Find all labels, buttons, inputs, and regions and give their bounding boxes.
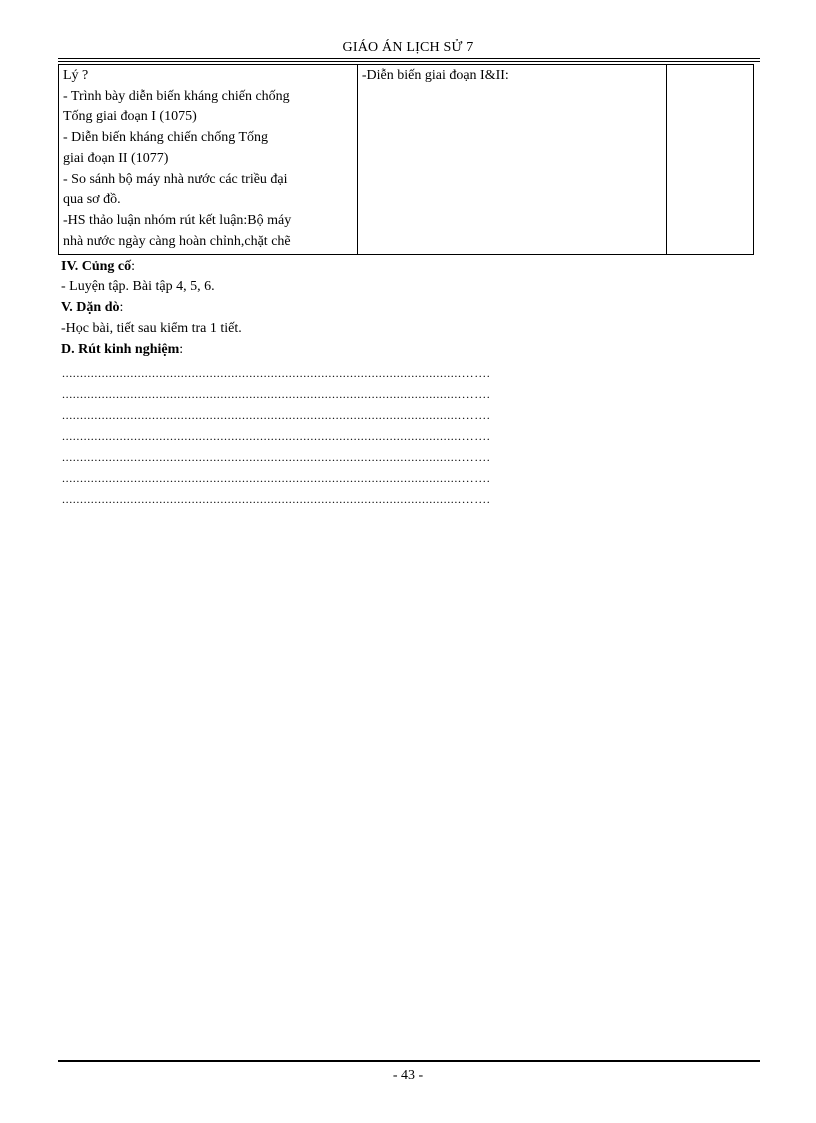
- section-dan-do: [61, 298, 123, 318]
- section-cung-co-text: - Luyện tập. Bài tập 4, 5, 6.: [61, 279, 215, 294]
- heading-colon: :: [179, 342, 184, 357]
- page-header-title: GIÁO ÁN LỊCH SỬ 7: [342, 40, 474, 55]
- cell-line: -HS thảo luận nhóm rút kết luận:Bộ máy: [63, 212, 292, 228]
- section-heading: V. Dặn dò: [61, 300, 120, 315]
- cell-line: -Diễn biến giai đoạn I&II:: [361, 68, 509, 83]
- section-cung-co: [61, 257, 135, 277]
- section-dan-do-text: -Học bài, tiết sau kiểm tra 1 tiết.: [61, 321, 242, 336]
- teacher-activities-cell: [59, 65, 358, 255]
- section-heading: IV. Củng cố: [61, 259, 132, 274]
- header-rule-double: [58, 61, 760, 62]
- dotted-line: ...............................................................................................................…….: [62, 387, 491, 401]
- page-number: - 43 -: [392, 1068, 424, 1083]
- header-rule: [58, 58, 760, 59]
- dotted-line: ...............................................................................................................…….: [62, 429, 491, 443]
- cell-line: qua sơ đồ.: [63, 192, 121, 208]
- dotted-line: ...............................................................................................................…….: [62, 366, 491, 380]
- content-cell: [357, 65, 666, 255]
- table-row: [59, 65, 754, 255]
- cell-line: Lý ?: [63, 68, 89, 83]
- dotted-line: ...............................................................................................................…….: [62, 450, 491, 464]
- section-rut-kinh-nghiem: [61, 340, 183, 360]
- cell-line: - So sánh bộ máy nhà nước các triều đại: [63, 171, 288, 187]
- section-heading: D. Rút kinh nghiệm: [61, 342, 180, 357]
- cell-line: - Trình bày diễn biến kháng chiến chống: [63, 88, 290, 104]
- heading-colon: :: [131, 259, 136, 274]
- dotted-line: ...............................................................................................................…….: [62, 471, 491, 485]
- dotted-line: ...............................................................................................................…….: [62, 492, 491, 506]
- footer-rule: [58, 1060, 760, 1062]
- dotted-line: ...............................................................................................................…….: [62, 408, 491, 422]
- cell-line: - Diễn biến kháng chiến chống Tống: [63, 130, 269, 146]
- heading-colon: :: [119, 300, 124, 315]
- cell-line: nhà nước ngày càng hoàn chỉnh,chặt chẽ: [63, 233, 291, 249]
- notes-cell: [666, 65, 753, 255]
- cell-line: giai đoạn II (1077): [63, 150, 169, 166]
- cell-line: Tống giai đoạn I (1075): [63, 109, 197, 125]
- lesson-table: [58, 64, 754, 255]
